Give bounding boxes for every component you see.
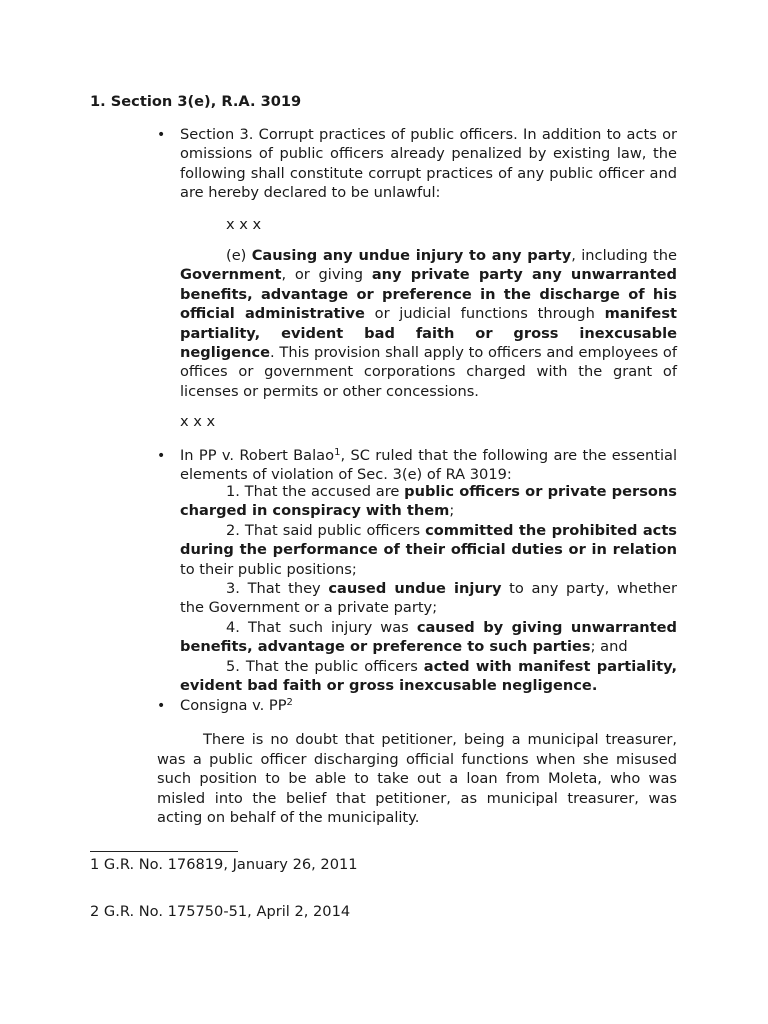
element-item — [180, 521, 677, 579]
element-item — [180, 657, 677, 696]
bold-text-segment: Government — [180, 266, 282, 284]
section-3-intro: Section 3. Corrupt practices of public officers. In addition to acts or omissions of public officers already penalized by existing law, the following shall constitute corrupt practices of any public officer and are hereby declared to be unlawful: — [180, 126, 677, 202]
bold-text-segment: caused by giving unwarranted benefits, advantage or preference to such parties — [180, 618, 677, 656]
text-segment: or judicial functions through — [364, 305, 605, 323]
bold-text-segment: committed the prohibited acts during the performance of their official duties or in relation — [180, 521, 677, 559]
text-segment: . This provision shall apply to officers and employees of offices or government corporations charged with the grant of licenses or permits or other concessions. — [180, 344, 677, 400]
balao-intro-rest: , SC ruled that the following are the essential elements of violation of Sec. 3(e) of RA 3019: — [180, 447, 677, 484]
footnote-ref-2: 2 — [286, 697, 293, 708]
section-heading: 1. Section 3(e), R.A. 3019 — [90, 93, 302, 110]
footnote-separator — [90, 851, 238, 852]
consigna-title-text: Consigna v. PP — [180, 697, 287, 714]
element-item — [180, 579, 677, 618]
footnote-1: 1 G.R. No. 176819, January 26, 2011 — [90, 856, 358, 873]
xxx-bottom: x x x — [180, 413, 216, 430]
elements-list — [180, 482, 677, 695]
paragraph-e — [180, 246, 677, 401]
bold-text-segment: any private party any unwarranted benefits, advantage or preference in the discharge of his official administrative — [180, 266, 677, 323]
footnote-2: 2 G.R. No. 175750-51, April 2, 2014 — [90, 903, 351, 920]
text-segment: ; — [449, 502, 455, 520]
bold-text-segment: manifest partiality, evident bad faith or gross inexcusable negligence — [180, 305, 677, 362]
bullet-1: • — [157, 127, 166, 143]
text-segment: , or giving — [281, 266, 372, 284]
text-segment: (e) — [226, 247, 252, 264]
text-segment: to any party, whether the Government or a private party; — [180, 580, 677, 617]
consigna-title — [180, 696, 677, 715]
element-item — [180, 618, 677, 657]
bold-text-segment: public officers or private persons charged in conspiracy with them — [180, 483, 677, 520]
bold-text-segment: acted with manifest partiality, evident bad faith or gross inexcusable negligence. — [180, 657, 677, 695]
text-segment: to their public positions; — [180, 560, 357, 578]
bullet-3: • — [157, 698, 166, 714]
consigna-quote: There is no doubt that petitioner, being a municipal treasurer, was a public officer discharging official functions when she misused such position to be able to take out a loan from Moleta, who was misled into the belief that petitioner, as municipal treasurer, was acting on behalf of the municipality. — [157, 731, 677, 827]
text-segment: 5. That the public officers — [226, 657, 424, 675]
element-item — [180, 482, 677, 521]
xxx-top: x x x — [226, 216, 262, 233]
balao-intro — [180, 446, 677, 485]
footnote-ref-1: 1 — [334, 447, 341, 458]
text-segment: 2. That said public officers — [226, 521, 426, 539]
text-segment: 1. That the accused are — [226, 483, 405, 500]
text-segment: , including the — [571, 247, 677, 264]
text-segment: 4. That such injury was — [226, 618, 417, 636]
balao-intro-text: In PP v. Robert Balao — [180, 447, 335, 464]
bullet-2: • — [157, 448, 166, 464]
bold-text-segment: Causing any undue injury to any party — [251, 247, 572, 264]
text-segment: ; and — [590, 638, 628, 656]
text-segment: 3. That they — [226, 580, 329, 598]
bold-text-segment: caused undue injury — [328, 580, 502, 598]
